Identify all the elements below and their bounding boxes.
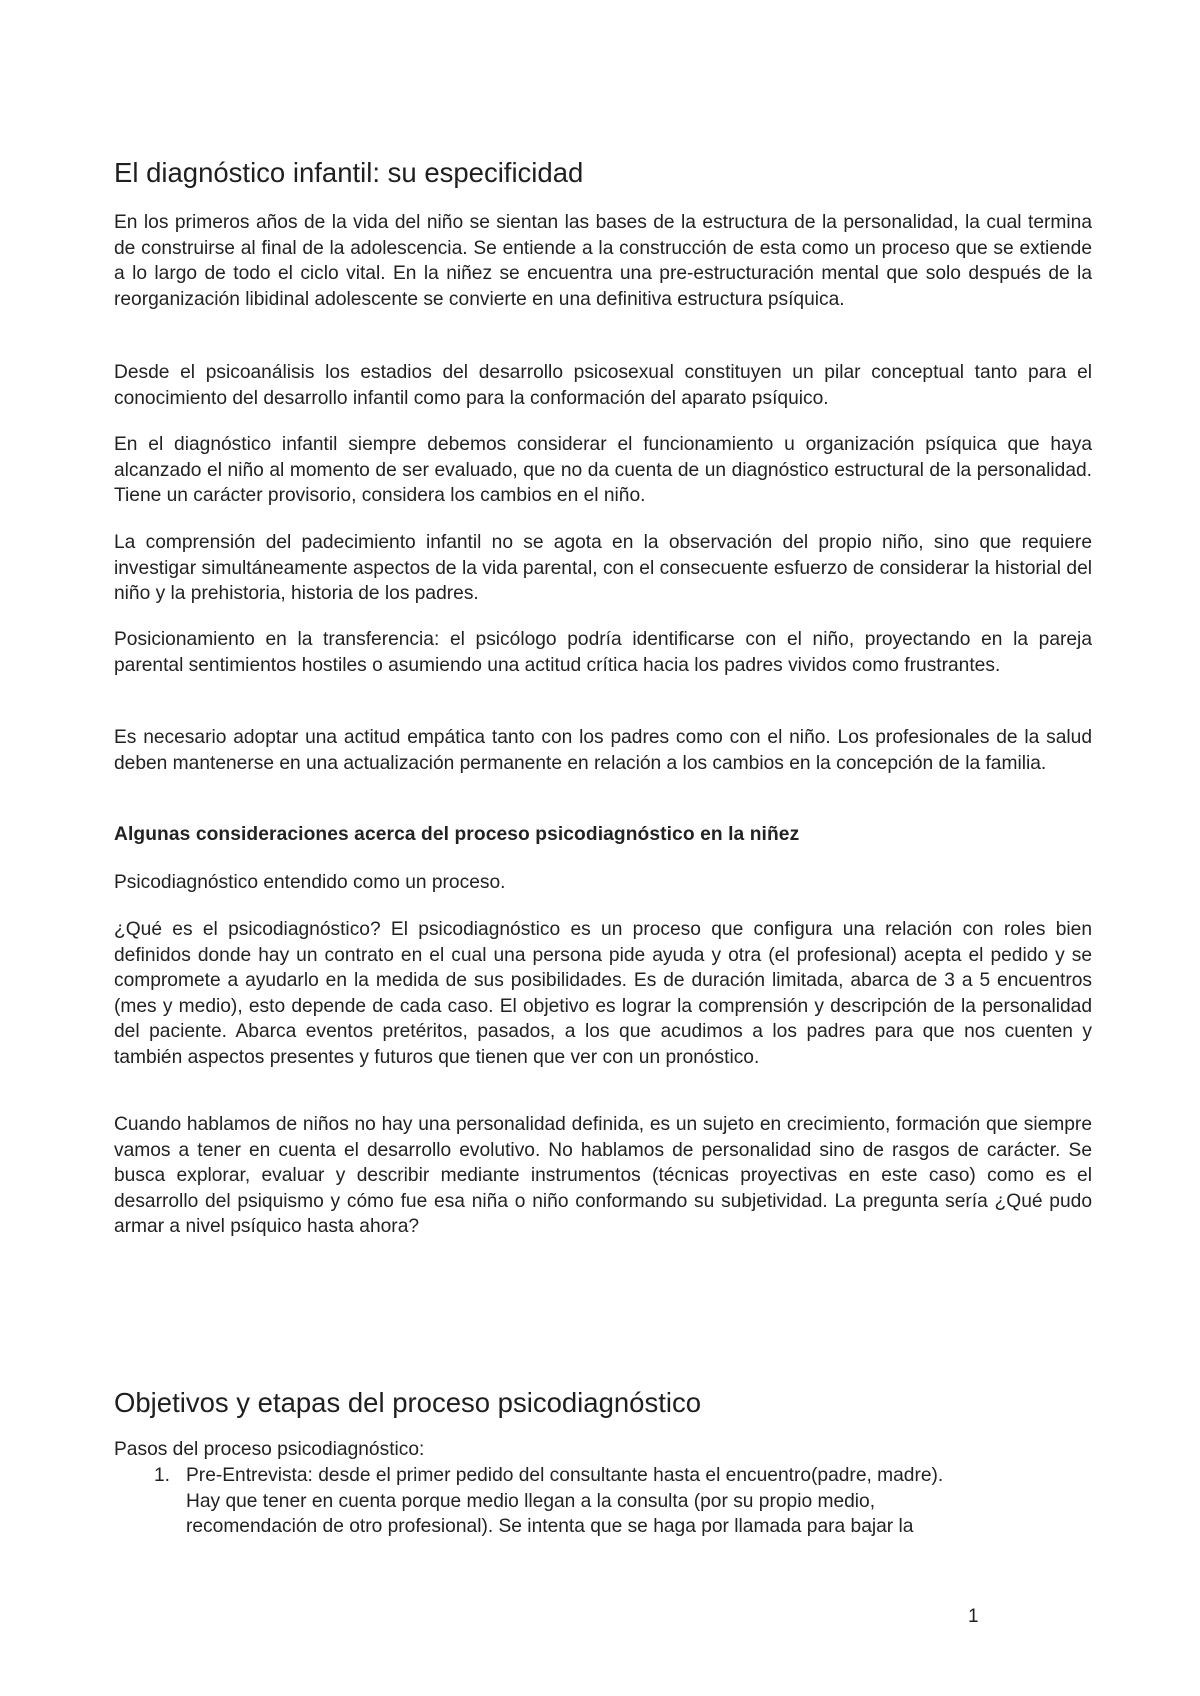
steps-list (114, 1463, 1092, 1540)
paragraph: Es necesario adoptar una actitud empática tanto con los padres como con el niño. Los profesionales de la salud deben mantenerse en una actualización permanente en relación a los cambios en la concepción de la familia. (114, 727, 1092, 774)
paragraph: Psicodiagnóstico entendido como un proceso. (114, 872, 506, 893)
paragraph: ¿Qué es el psicodiagnóstico? El psicodiagnóstico es un proceso que configura una relación con roles bien definidos donde hay un contrato en el cual una persona pide ayuda y otra (el profesional) acepta el pedido y se compromete a ayudarlo en la medida de sus posibilidades. Es de duración limitada, abarca de 3 a 5 encuentros (mes y medio), esto depende de cada caso. El objetivo es lograr la comprensión y descripción de la personalidad del paciente. Abarca eventos pretéritos, pasados, a los que acudimos a los padres para que nos cuenten y también aspectos presentes y futuros que tienen que ver con un pronóstico. (114, 919, 1092, 1068)
page-number: 1 (968, 1606, 979, 1627)
list-item-line: recomendación de otro profesional). Se intenta que se haga por llamada para bajar la (186, 1516, 914, 1537)
list-intro: Pasos del proceso psicodiagnóstico: (114, 1439, 425, 1460)
list-item-line: Pre-Entrevista: desde el primer pedido del consultante hasta el encuentro(padre, madre). (186, 1465, 944, 1486)
list-item-line: Hay que tener en cuenta porque medio llegan a la consulta (por su propio medio, (186, 1490, 876, 1512)
paragraph: En los primeros años de la vida del niño se sientan las bases de la estructura de la personalidad, la cual termina de construirse al final de la adolescencia. Se entiende a la construcción de esta como un proceso que se extiende a lo largo de todo el ciclo vital. En la niñez se encuentra una pre-estructuración mental que solo después de la reorganización libidinal adolescente se convierte en una definitiva estructura psíquica. (114, 212, 1092, 310)
list-item-number: 1. (154, 1465, 171, 1486)
section-title: El diagnóstico infantil: su especificidad (114, 157, 584, 188)
document-page (114, 0, 1092, 1696)
paragraph: La comprensión del padecimiento infantil no se agota en la observación del propio niño, sino que requiere investigar simultáneamente aspectos de la vida parental, con el consecuente esfuerzo de considerar la historial del niño y la prehistoria, historia de los padres. (114, 532, 1092, 604)
subsection-heading: Algunas consideraciones acerca del proceso psicodiagnóstico en la niñez (114, 824, 800, 845)
paragraph: Desde el psicoanálisis los estadios del desarrollo psicosexual constituyen un pilar conceptual tanto para el conocimiento del desarrollo infantil como para la conformación del aparato psíquico. (114, 362, 1092, 409)
paragraph: Cuando hablamos de niños no hay una personalidad definida, es un sujeto en crecimiento, formación que siempre vamos a tener en cuenta el desarrollo evolutivo. No hablamos de personalidad sino de rasgos de carácter. Se busca explorar, evaluar y describir mediante instrumentos (técnicas proyectivas en este caso) como es el desarrollo del psiquismo y cómo fue esa niña o niño conformando su subjetividad. La pregunta sería ¿Qué pudo armar a nivel psíquico hasta ahora? (114, 1114, 1092, 1237)
paragraph: Posicionamiento en la transferencia: el psicólogo podría identificarse con el niño, proyectando en la pareja parental sentimientos hostiles o asumiendo una actitud crítica hacia los padres vividos como frustrantes. (114, 629, 1092, 676)
list-item (114, 1463, 1092, 1540)
paragraph: En el diagnóstico infantil siempre debemos considerar el funcionamiento u organización psíquica que haya alcanzado el niño al momento de ser evaluado, que no da cuenta de un diagnóstico estructural de la personalidad. Tiene un carácter provisorio, considera los cambios en el niño. (114, 434, 1092, 506)
section-title: Objetivos y etapas del proceso psicodiagnóstico (114, 1387, 702, 1418)
